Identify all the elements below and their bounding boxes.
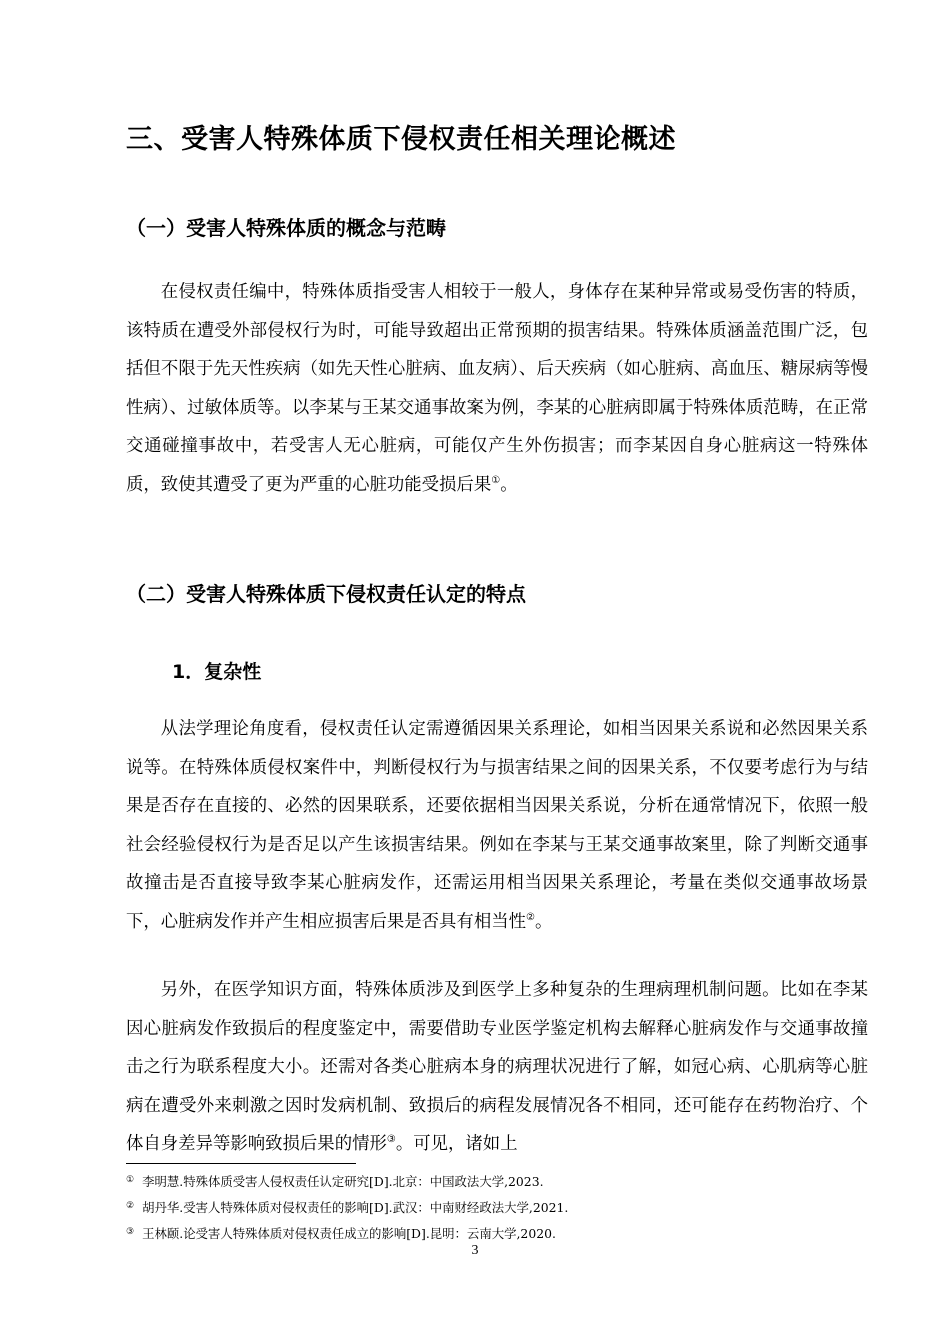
footnote-text: 胡丹华.受害人特殊体质对侵权责任的影响[D].武汉：中南财经政法大学,2021. <box>142 1200 569 1215</box>
footnote-3 <box>126 1223 868 1243</box>
subsection-heading-complexity: 1．复杂性 <box>172 661 262 683</box>
footnote-text: 李明慧.特殊体质受害人侵权责任认定研究[D].北京：中国政法大学,2023. <box>142 1174 544 1189</box>
footnote-2 <box>126 1197 868 1217</box>
footnote-mark: ③ <box>126 1227 135 1237</box>
footnote-mark: ② <box>126 1201 135 1211</box>
footnote-ref-1[interactable]: ① <box>491 474 501 486</box>
chapter-title: 三、受害人特殊体质下侵权责任相关理论概述 <box>126 124 676 155</box>
paragraph-medical <box>126 971 868 1164</box>
paragraph-text: 在侵权责任编中，特殊体质指受害人相较于一般人，身体存在某种异常或易受伤害的特质，该特质在遭受外部侵权行为时，可能导致超出正常预期的损害结果。特殊体质涵盖范围广泛，包括但不限于先天性疾病（如先天性心脏病、血友病）、后天疾病（如心脏病、高血压、糖尿病等慢性病）、过敏体质等。以李某与王某交通事故案为例，李某的心脏病即属于特殊体质范畴，在正常交通碰撞事故中，若受害人无心脏病，可能仅产生外伤损害；而李某因自身心脏病这一特殊体质，致使其遭受了更为严重的心脏功能受损后果 <box>126 282 868 495</box>
footnote-mark: ① <box>126 1175 135 1185</box>
footnote-1 <box>126 1171 868 1191</box>
paragraph-causation <box>126 710 868 941</box>
paragraph-text: 另外，在医学知识方面，特殊体质涉及到医学上多种复杂的生理病理机制问题。比如在李某因心脏病发作致损后的程度鉴定中，需要借助专业医学鉴定机构去解释心脏病发作与交通事故撞击之行为联系程度大小。还需对各类心脏病本身的病理状况进行了解，如冠心病、心肌病等心脏病在遭受外来刺激之因时发病机制、致损后的病程发展情况各不相同，还可能存在药物治疗、个体自身差异等影响致损后果的情形 <box>126 980 868 1154</box>
footnote-separator <box>126 1163 356 1164</box>
footnote-ref-3[interactable]: ③ <box>386 1134 396 1145</box>
paragraph-concept <box>126 273 868 504</box>
footnote-ref-2[interactable]: ② <box>526 911 535 923</box>
paragraph-end: 。 <box>500 474 518 495</box>
section-heading-concept: （一）受害人特殊体质的概念与范畴 <box>126 216 446 240</box>
section-heading-features: （二）受害人特殊体质下侵权责任认定的特点 <box>126 582 526 606</box>
footnote-text: 王林颐.论受害人特殊体质对侵权责任成立的影响[D].昆明：云南大学,2020. <box>142 1226 556 1241</box>
paragraph-end: 。 <box>534 911 553 932</box>
paragraph-end: 。可见，诸如上 <box>395 1134 518 1154</box>
page-number: 3 <box>471 1243 479 1258</box>
paragraph-text: 从法学理论角度看，侵权责任认定需遵循因果关系理论，如相当因果关系说和必然因果关系说等。在特殊体质侵权案件中，判断侵权行为与损害结果之间的因果关系，不仅要考虑行为与结果是否存在直接的、必然的因果联系，还要依据相当因果关系说，分析在通常情况下，依照一般社会经验侵权行为是否足以产生该损害结果。例如在李某与王某交通事故案里，除了判断交通事故撞击是否直接导致李某心脏病发作，还需运用相当因果关系理论，考量在类似交通事故场景下，心脏病发作并产生相应损害后果是否具有相当性 <box>126 719 868 932</box>
